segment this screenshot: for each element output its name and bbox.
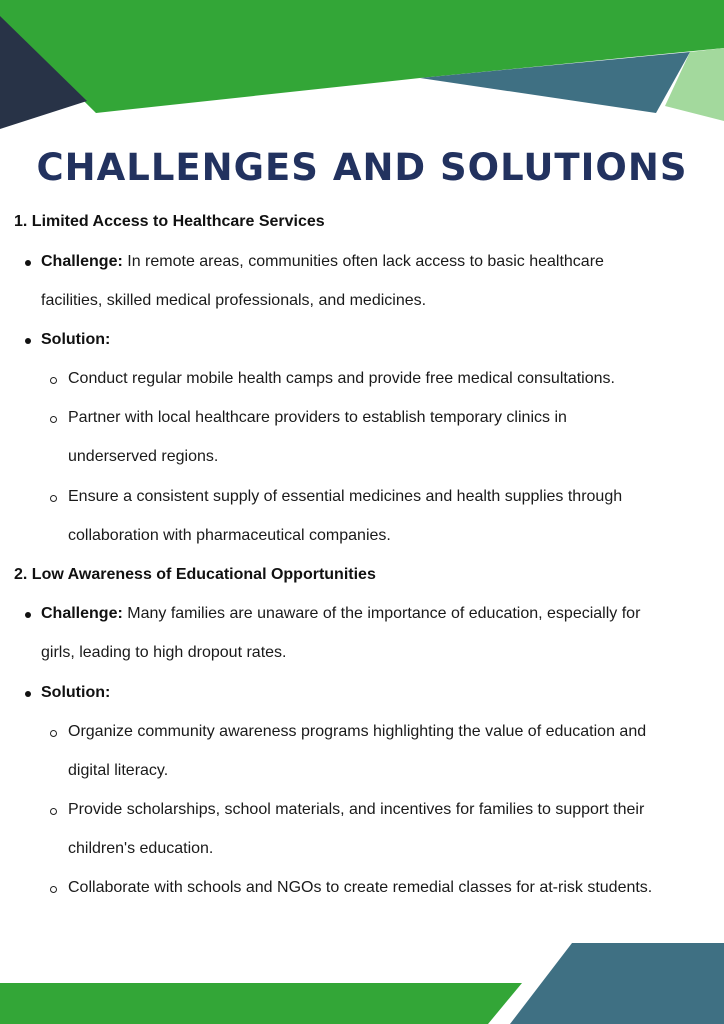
challenge-text — [41, 605, 640, 623]
solution-item: underserved regions. — [68, 448, 219, 465]
circle-bullet-icon — [50, 416, 57, 423]
circle-bullet-icon — [50, 377, 57, 384]
solution-item: children's education. — [68, 840, 214, 857]
challenge-line: girls, leading to high dropout rates. — [41, 644, 287, 661]
circle-bullet-icon — [50, 808, 57, 815]
top-teal-band — [420, 52, 690, 113]
bullet-icon — [25, 612, 31, 618]
circle-bullet-icon — [50, 730, 57, 737]
challenge-line: facilities, skilled medical professionals, and medicines. — [41, 292, 427, 309]
section-heading: 2. Low Awareness of Educational Opportunities — [14, 566, 376, 583]
solution-item: Ensure a consistent supply of essential medicines and health supplies through — [68, 488, 623, 505]
solution-item: Partner with local healthcare providers to establish temporary clinics in — [68, 409, 567, 426]
top-light-green-triangle — [665, 48, 724, 121]
challenge-text — [41, 253, 604, 271]
bullet-icon — [25, 260, 31, 266]
circle-bullet-icon — [50, 495, 57, 502]
circle-bullet-icon — [50, 886, 57, 893]
solution-item: digital literacy. — [68, 762, 169, 779]
bottom-green-bar — [0, 983, 522, 1024]
section-heading: 1. Limited Access to Healthcare Services — [14, 213, 325, 230]
solution-item: Collaborate with schools and NGOs to create remedial classes for at-risk students. — [68, 879, 653, 896]
solution-item: Provide scholarships, school materials, and incentives for families to support their — [68, 801, 645, 818]
challenge-line: Many families are unaware of the importance of education, especially for — [127, 605, 641, 622]
top-green-banner — [0, 0, 724, 113]
top-navy-triangle — [0, 16, 87, 129]
solution-item: Conduct regular mobile health camps and provide free medical consultations. — [68, 370, 615, 387]
solution-item: collaboration with pharmaceutical companies. — [68, 527, 391, 544]
solution-label: Solution: — [41, 331, 111, 348]
bottom-teal-trapezoid — [510, 943, 724, 1024]
challenge-label: Challenge: — [41, 605, 123, 622]
bullet-icon — [25, 338, 31, 344]
challenge-label: Challenge: — [41, 253, 123, 270]
bullet-icon — [25, 691, 31, 697]
page-title: CHALLENGES AND SOLUTIONS — [36, 146, 688, 189]
challenge-line: In remote areas, communities often lack access to basic healthcare — [127, 253, 604, 270]
solution-item: Organize community awareness programs highlighting the value of education and — [68, 723, 647, 740]
solution-label: Solution: — [41, 684, 111, 701]
